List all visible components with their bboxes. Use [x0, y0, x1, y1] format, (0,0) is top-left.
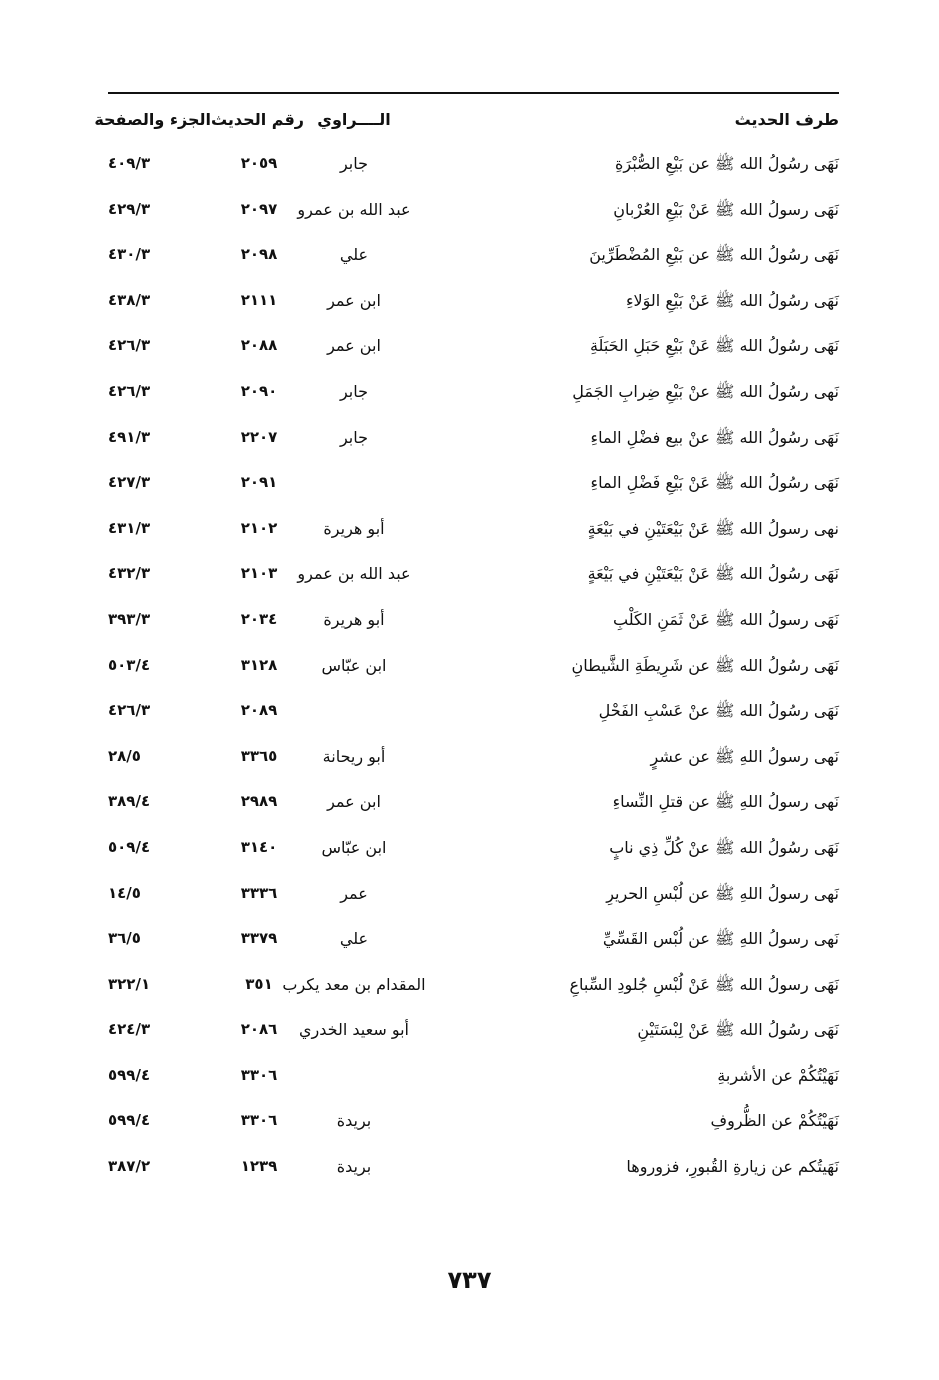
part-page: ٤٢٦/٣ [108, 336, 151, 355]
part-page: ٤٢٩/٣ [108, 199, 151, 218]
table-row [108, 507, 839, 553]
hadith-text: نَهَى رسُولُ الله ﷺ عنْ بيع فضْلِ الماءِ [590, 427, 839, 447]
narrator: ابن عمر [327, 792, 381, 812]
hadith-text: نَهَى رسُولُ الله ﷺ عَنْ بَيْعِ فَضْلِ الماءِ [590, 473, 839, 493]
table-row [108, 598, 839, 644]
table-row [108, 233, 839, 279]
part-page: ٤٢٧/٣ [108, 473, 151, 492]
hadith-text: نَهى رسولُ اللهِ ﷺ عن لُبْسِ الحريرِ [606, 883, 839, 903]
hadith-number: ٢١٠٣ [240, 564, 278, 583]
hadith-text: نَهَى رسولُ الله ﷺ عَنْ بَيْعِ العُرْبانِ [613, 199, 839, 219]
table-row [108, 324, 839, 370]
table-row [108, 917, 839, 963]
table-row [108, 370, 839, 416]
part-page: ٤٣١/٣ [108, 518, 151, 537]
narrator: ابن عبّاس [321, 837, 387, 857]
table-row [108, 780, 839, 826]
narrator: ابن عبّاس [321, 655, 387, 675]
part-page: ٥٩٩/٤ [108, 1065, 151, 1084]
table-row [108, 461, 839, 507]
narrator: علي [339, 929, 369, 949]
table-row [108, 1145, 839, 1191]
part-page: ٥٠٣/٤ [108, 655, 151, 674]
hadith-text: نَهى رسُولُ الله ﷺ عنْ بَيْعِ ضِرابِ الجَمَلِ [572, 381, 839, 401]
part-page: ٣٩٣/٣ [108, 609, 151, 628]
page-number: ٧٣٧ [447, 1266, 492, 1294]
hadith-text: نَهَى رسولُ الله ﷺ عَنْ لُبْسِ جُلودِ السِّباعِ [569, 974, 839, 994]
part-page: ٣٨٧/٢ [108, 1157, 151, 1176]
hadith-text: نَهَى رسُولُ الله ﷺ عَنْ لِبْسَتَيْنِ [637, 1020, 839, 1040]
hadith-text: نَهَى رسُولُ الله ﷺ عَنْ بَيْعَتَيْنِ في بَيْعَةٍ [587, 564, 839, 584]
hadith-text: نَهَى رسولُ الله ﷺ عَنْ ثَمَنِ الكَلْبِ [613, 609, 839, 629]
table-row [108, 188, 839, 234]
part-page: ٥٠٩/٤ [108, 837, 151, 856]
hadith-text: نَهَيْتُكُمْ عن الظُّروفِ [710, 1111, 839, 1131]
narrator: جابر [339, 154, 369, 173]
hadith-number: ٣٣٦٥ [240, 746, 278, 765]
part-page: ٣٦/٥ [108, 929, 141, 948]
table-row [108, 1008, 839, 1054]
part-page: ٤٣٨/٣ [108, 290, 151, 309]
narrator: أبو ريحانة [322, 746, 386, 766]
hadith-text: نَهى رسولُ اللهِ ﷺ عن قتلِ النِّساءِ [612, 792, 839, 812]
narrator: ابن عمر [327, 336, 381, 356]
hadith-number: ٢٠٣٤ [240, 609, 278, 628]
hadith-number: ١٢٣٩ [240, 1157, 278, 1176]
hadith-number: ٣١٢٨ [240, 655, 278, 674]
table-row [108, 279, 839, 325]
part-page: ٣٨٩/٤ [108, 792, 151, 811]
part-page: ٤٢٤/٣ [108, 1020, 151, 1039]
hadith-text: نهى رسولُ الله ﷺ عَنْ بَيْعَتَيْنِ في بَيْعَةٍ [587, 518, 839, 538]
hadith-number: ٣٥١ [245, 974, 273, 993]
part-page: ٥٩٩/٤ [108, 1111, 151, 1130]
narrator: عبد الله بن عمرو [297, 564, 411, 584]
narrator: علي [339, 245, 369, 265]
narrator: عبد الله بن عمرو [297, 199, 411, 219]
header-hadith: طرف الحديث [734, 110, 839, 129]
part-page: ٤٩١/٣ [108, 427, 151, 446]
hadith-number: ٣٣٠٦ [240, 1111, 278, 1130]
narrator: ابن عمر [327, 290, 381, 310]
hadith-number: ٢٠٨٦ [240, 1020, 278, 1039]
hadith-number: ٢٠٥٩ [240, 154, 278, 172]
hadith-number: ٢١١١ [240, 290, 278, 309]
table-row [108, 735, 839, 781]
table-header [94, 104, 839, 138]
table-row [108, 644, 839, 690]
hadith-number: ٢٠٩١ [240, 473, 278, 492]
hadith-text: نَهَى رسُولُ الله ﷺ عنْ كُلِّ ذِي نابٍ [609, 837, 839, 857]
hadith-number: ٢٠٩٨ [240, 245, 278, 264]
hadith-text: نَهَى رسُولُ الله ﷺ عن بَيْعِ المُضْطَرِّينَ [589, 245, 839, 265]
hadith-text: نَهَيتُكم عن زيارةِ القُبورِ، فزوروها [626, 1157, 839, 1177]
narrator: أبو هريرة [323, 609, 385, 629]
hadith-text: نَهَى رسُولُ الله ﷺ عن بَيْعِ الصُّبْرَةِ [615, 154, 839, 173]
narrator: بريدة [336, 1157, 372, 1177]
hadith-text: نَهى رسولُ اللهِ ﷺ عن عشرٍ [650, 746, 839, 766]
narrator: المقدام بن معد يكرب [282, 974, 426, 994]
hadith-text: نَهَى رسُولُ الله ﷺ عن شَرِيطَةِ الشَّيطانِ [571, 655, 839, 675]
narrator: بريدة [336, 1111, 372, 1131]
hadith-text: نَهَيْتُكُمْ عن الأشربةِ [717, 1065, 839, 1085]
part-page: ٤٣٢/٣ [108, 564, 151, 583]
table-row [108, 689, 839, 735]
narrator: جابر [339, 381, 369, 401]
hadith-number: ٢٠٨٩ [240, 701, 278, 720]
part-page: ١٤/٥ [108, 883, 141, 902]
narrator: عمر [340, 883, 368, 903]
hadith-text: نَهَى رسُولُ الله ﷺ عنْ عَسْبِ الفَحْلِ [598, 701, 839, 721]
hadith-text: نَهَى رسُولُ الله ﷺ عَنْ بَيْعِ الوَلاءِ [626, 290, 839, 310]
part-page: ٢٨/٥ [108, 746, 141, 765]
part-page: ٤٢٦/٣ [108, 381, 151, 400]
table-row [108, 552, 839, 598]
part-page: ٣٢٢/١ [108, 974, 151, 993]
narrator: أبو هريرة [323, 518, 385, 538]
hadith-number: ٢٢٠٧ [240, 427, 278, 446]
hadith-number: ٢٩٨٩ [240, 792, 278, 811]
hadith-number: ٢٠٩٠ [240, 381, 278, 400]
hadith-number: ٣٣٣٦ [240, 883, 278, 902]
hadith-number: ٣٣٠٦ [240, 1065, 278, 1084]
hadith-text: نَهَى رسُولُ الله ﷺ عَنْ بَيْعِ حَبَلِ الحَبَلَةِ [589, 336, 839, 356]
header-part-page: الجزء والصفحة [94, 110, 211, 129]
hadith-number: ٢١٠٢ [240, 518, 278, 537]
hadith-number: ٢٠٨٨ [240, 336, 278, 355]
narrator: أبو سعيد الخدري [299, 1020, 409, 1040]
header-narrator: الــــراوي [317, 110, 391, 129]
part-page: ٤٢٦/٣ [108, 701, 151, 720]
top-rule [108, 92, 839, 94]
table-row [108, 416, 839, 462]
hadith-number: ٢٠٩٧ [240, 199, 278, 218]
table-row [108, 826, 839, 872]
table-row [108, 1054, 839, 1100]
hadith-number: ٣٣٧٩ [240, 929, 278, 948]
table-row [108, 142, 839, 188]
table-row [108, 963, 839, 1009]
narrator: جابر [339, 427, 369, 447]
hadith-text: نَهى رسولُ اللهِ ﷺ عن لُبْس القَسِّيِّ [602, 929, 839, 949]
table-row [108, 1099, 839, 1145]
table-row [108, 872, 839, 918]
part-page: ٤٠٩/٣ [108, 154, 151, 172]
hadith-index-table [108, 142, 839, 1191]
part-page: ٤٣٠/٣ [108, 245, 151, 264]
header-hadith-number: رقم الحديث [210, 110, 304, 129]
hadith-number: ٣١٤٠ [240, 837, 278, 856]
